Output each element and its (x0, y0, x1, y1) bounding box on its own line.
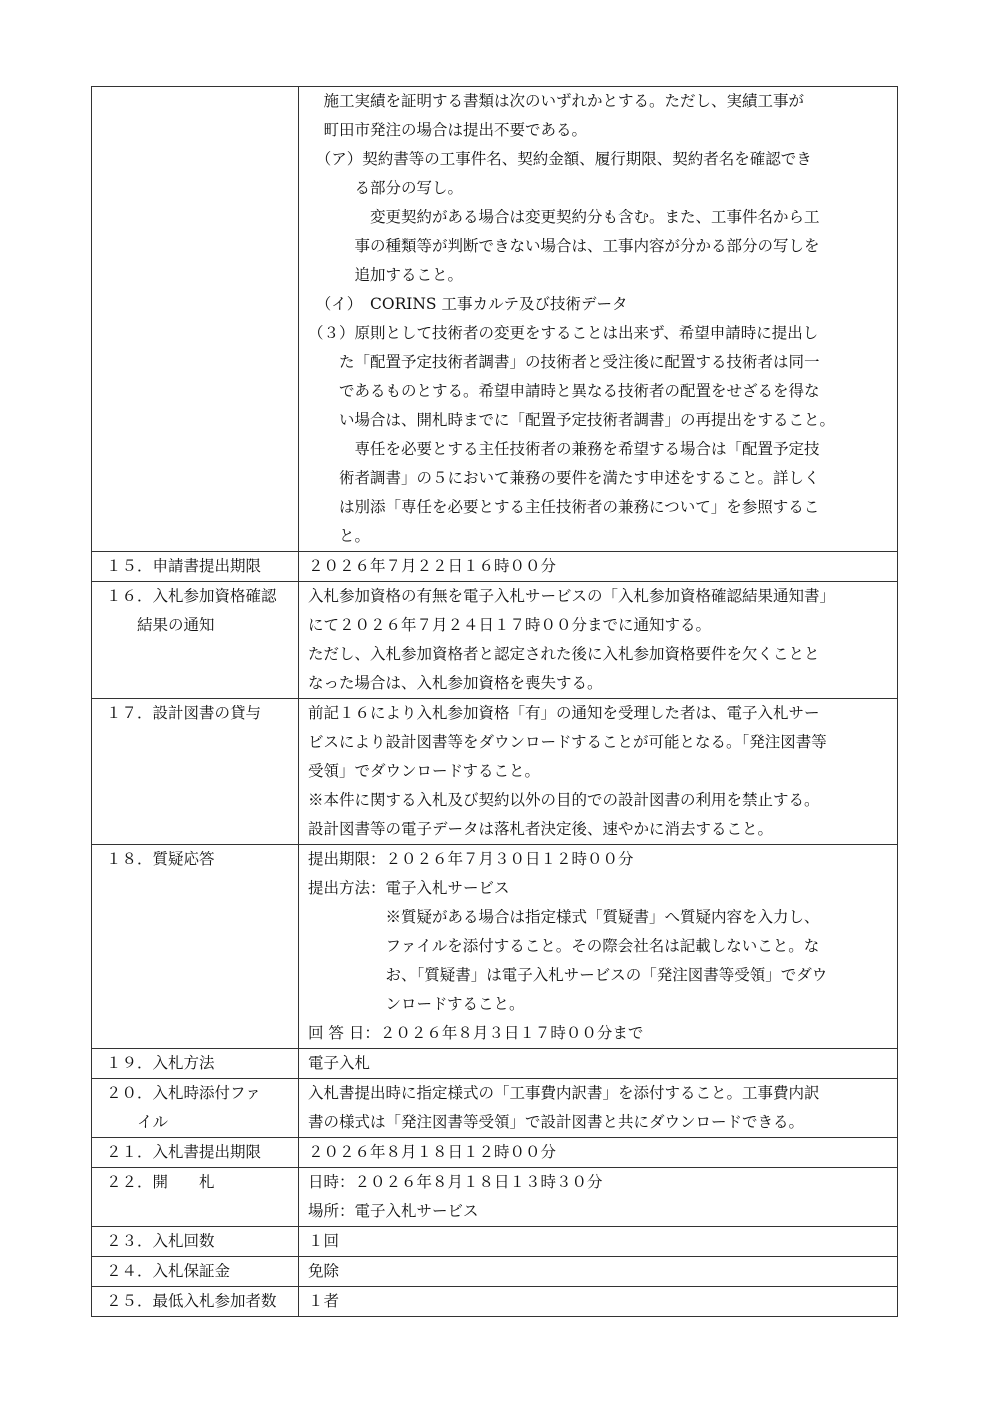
row-label: ２３．入札回数 (106, 1232, 215, 1250)
row-label-cell (92, 1049, 299, 1079)
row-value-line: 事の種類等が判断できない場合は、工事内容が分かる部分の写しを (308, 237, 820, 255)
row-value-cell (299, 1079, 898, 1138)
row-label-cell (92, 582, 299, 699)
row-value-line: 設計図書等の電子データは落札者決定後、速やかに消去すること。 (308, 820, 774, 838)
row-value-line: た「配置予定技術者調書」の技術者と受注後に配置する技術者は同一 (308, 353, 820, 371)
row-value-line: １者 (308, 1292, 340, 1310)
row-value-line: い場合は、開札時までに「配置予定技術者調書」の再提出をすること。 (308, 411, 836, 429)
table-row (92, 1138, 898, 1168)
document-table (91, 86, 898, 1317)
row-value-line: 追加すること。 (308, 266, 464, 284)
row-label: １８．質疑応答 (106, 850, 215, 868)
row-label: １９．入札方法 (106, 1054, 215, 1072)
row-value-line: であるものとする。希望申請時と異なる技術者の配置をせざるを得な (308, 382, 820, 400)
row-value-line: 入札書提出時に指定様式の「工事費内訳書」を添付すること。工事費内訳 (308, 1084, 820, 1102)
row-value-line: 施工実績を証明する書類は次のいずれかとする。ただし、実績工事が (308, 92, 805, 110)
row-value-line: 免除 (308, 1262, 340, 1280)
row-value-line: 変更契約がある場合は変更契約分も含む。また、工事件名から工 (308, 208, 820, 226)
table-row (92, 1287, 898, 1317)
row-value-line: は別添「専任を必要とする主任技術者の兼務について」を参照するこ (308, 498, 820, 516)
row-label-cell (92, 1227, 299, 1257)
table-row (92, 1257, 898, 1287)
row-label-cell (92, 845, 299, 1049)
row-value-line: 場所：電子入札サービス (308, 1202, 479, 1220)
row-value-line: ただし、入札参加資格者と認定された後に入札参加資格要件を欠くことと (308, 645, 820, 663)
row-label: ２２．開 札 (106, 1173, 215, 1191)
row-value-line: （３）原則として技術者の変更をすることは出来ず、希望申請時に提出し (308, 324, 819, 342)
row-value-line: 提出方法：電子入札サービス (308, 879, 510, 897)
row-value-cell (299, 1049, 898, 1079)
row-value-cell (299, 699, 898, 845)
row-value-line: る部分の写し。 (308, 179, 464, 197)
row-value-cell (299, 845, 898, 1049)
row-label: イル (106, 1113, 169, 1131)
row-value-line: 書の様式は「発注図書等受領」で設計図書と共にダウンロードできる。 (308, 1113, 805, 1131)
row-label: ２４．入札保証金 (106, 1262, 231, 1280)
row-label: １６．入札参加資格確認 (106, 587, 277, 605)
row-value-line: なった場合は、入札参加資格を喪失する。 (308, 674, 603, 692)
table-row (92, 582, 898, 699)
row-label-cell (92, 1138, 299, 1168)
row-value-line: 専任を必要とする主任技術者の兼務を希望する場合は「配置予定技 (308, 440, 820, 458)
row-value-line: 電子入札 (308, 1054, 371, 1072)
row-label: 結果の通知 (106, 616, 215, 634)
row-value-line: （イ） CORINS 工事カルテ及び技術データ (308, 295, 628, 313)
row-label: １７．設計図書の貸与 (106, 704, 262, 722)
row-label-cell (92, 1287, 299, 1317)
row-value-line: にて２０２６年７月２４日１７時００分までに通知する。 (308, 616, 712, 634)
table-row (92, 845, 898, 1049)
row-value-cell (299, 552, 898, 582)
row-value-cell (299, 87, 898, 552)
row-value-cell (299, 1168, 898, 1227)
table-row (92, 1049, 898, 1079)
row-value-line: 受領」でダウンロードすること。 (308, 762, 541, 780)
row-value-line: （ア）契約書等の工事件名、契約金額、履行期限、契約者名を確認でき (308, 150, 812, 168)
table-row (92, 1079, 898, 1138)
row-label: ２０．入札時添付ファ (106, 1084, 261, 1102)
row-label: １５．申請書提出期限 (106, 557, 262, 575)
row-value-cell (299, 1257, 898, 1287)
row-value-line: お、「質疑書」は電子入札サービスの「発注図書等受領」でダウ (308, 966, 828, 984)
row-value-line: ２０２６年８月１８日１２時００分 (308, 1143, 557, 1161)
table-row (92, 87, 898, 552)
row-label-cell (92, 87, 299, 552)
row-label-cell (92, 1168, 299, 1227)
table-row (92, 699, 898, 845)
row-value-line: ※質疑がある場合は指定様式「質疑書」へ質疑内容を入力し、 (308, 908, 820, 926)
row-label-cell (92, 1257, 299, 1287)
row-label-cell (92, 1079, 299, 1138)
document-table-body (92, 87, 898, 1317)
row-value-line: ビスにより設計図書等をダウンロードすることが可能となる。「発注図書等 (308, 733, 827, 751)
row-label-cell (92, 552, 299, 582)
row-label: ２１．入札書提出期限 (106, 1143, 262, 1161)
row-value-line: ２０２６年７月２２日１６時００分 (308, 557, 557, 575)
row-value-line: 術者調書」の５において兼務の要件を満たす申述をすること。詳しく (308, 469, 820, 487)
row-value-line: 町田市発注の場合は提出不要である。 (308, 121, 588, 139)
row-value-line: ※本件に関する入札及び契約以外の目的での設計図書の利用を禁止する。 (308, 791, 820, 809)
row-value-line: 提出期限：２０２６年７月３０日１２時００分 (308, 850, 634, 868)
row-value-cell (299, 1138, 898, 1168)
row-value-line: と。 (308, 527, 371, 545)
row-label: ２５．最低入札参加者数 (106, 1292, 277, 1310)
row-value-line: 入札参加資格の有無を電子入札サービスの「入札参加資格確認結果通知書」 (308, 587, 836, 605)
row-value-line: 日時：２０２６年８月１８日１３時３０分 (308, 1173, 603, 1191)
row-value-cell (299, 582, 898, 699)
table-row (92, 1227, 898, 1257)
table-row (92, 552, 898, 582)
row-value-line: １回 (308, 1232, 340, 1250)
row-value-cell (299, 1227, 898, 1257)
row-value-cell (299, 1287, 898, 1317)
table-row (92, 1168, 898, 1227)
row-value-line: 回 答 日：２０２６年８月３日１７時００分まで (308, 1024, 644, 1042)
row-label-cell (92, 699, 299, 845)
row-value-line: ンロードすること。 (308, 995, 525, 1013)
row-value-line: 前記１６により入札参加資格「有」の通知を受理した者は、電子入札サー (308, 704, 820, 722)
row-value-line: ファイルを添付すること。その際会社名は記載しないこと。な (308, 937, 820, 955)
